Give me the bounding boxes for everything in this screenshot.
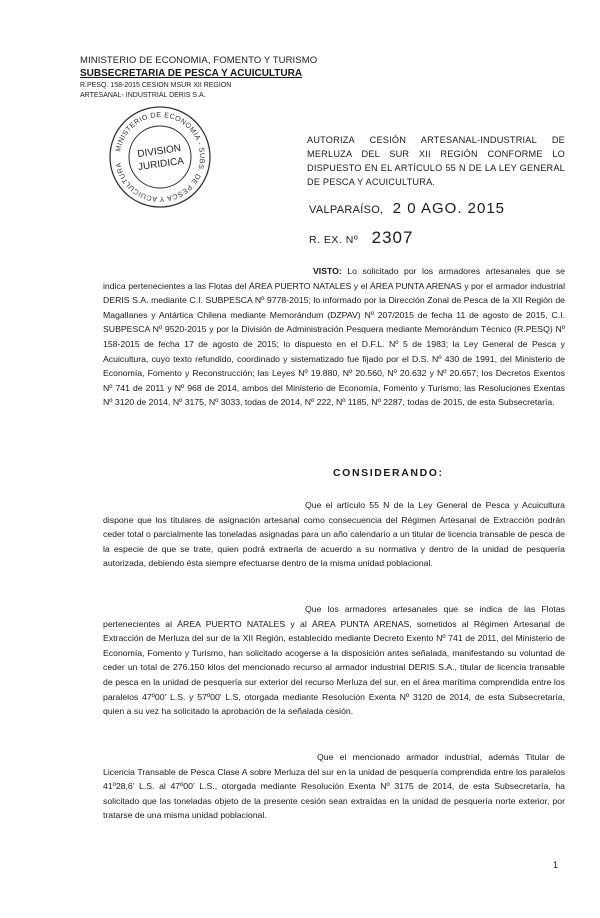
rex-number: 2307 [371, 228, 414, 247]
ministry-name: MINISTERIO DE ECONOMIA, FOMENTO Y TURISMO [80, 55, 318, 66]
resolution-date: 2 0 AGO. 2015 [392, 200, 506, 217]
considerando-paragraph-2: Que los armadores artesanales que se indica de las Flotas pertenecientes al ÁREA PUERTO NATALES y al ÁREA PUNTA ARENAS, sometidos al Régimen Artesanal de Extracción de Merluza del sur de la XII Región, establecido mediante Decreto Exento Nº 741 de 2011, del Ministerio de Economía, Fomento y Turismo, han solicitado acogerse a la disposición antes señalada, manifestando su voluntad de ceder un total de 276.150 kilos del mencionado recurso al armador industrial DERIS S.A., titular de licencia transable de pesca en la unidad de pesquería sur exterior del recurso Merluza del sur, en el área marítima comprendida entre los paralelos 47º00' L.S. y 57º00' L.S, otorgada mediante Resolución Exenta Nº 3120 de 2014, de esta Subsecretaría, quien a su vez ha solicitado la aprobación de la señalada cesión. [103, 604, 565, 717]
reference-line-2: ARTESANAL- INDUSTRIAL DERIS S.A. [80, 92, 206, 99]
stamp-ring-text: MINISTERIO DE ECONOMIA - SUBS. DE PESCA Y ACUICULTURA [113, 109, 208, 205]
division-juridica-stamp [107, 104, 213, 210]
considerando-paragraph-3: Que el mencionado armador industrial, además Titular de Licencia Transable de Pesca Clase A sobre Merluza del sur en la unidad de pesquería comprendida entre los paralelos 41º28,6' L.S. al 47º00' L.S., otorgada mediante Resolución Exenta Nº 3175 de 2014, de esta Subsecretaría, ha solicitado que las toneladas objeto de la presente cesión sean extraídas en la unidad de pesquería norte exterior, por tratarse de una misma unidad poblacional. [103, 752, 565, 821]
letterhead [80, 54, 320, 101]
visto-paragraph [103, 264, 565, 410]
page-number: 1 [553, 860, 559, 870]
considerando-paragraph-1: Que el artículo 55 N de la Ley General de Pesca y Acuicultura dispone que los titulares de asignación artesanal como consecuencia del Régimen Artesanal de Extracción podrán ceder total o parcialmente las toneladas asignadas para un año calendario a un titular de licencia transable de pesca de la especie de que se trate, quien podrá extraerla de acuerdo a su normativa y dentro de la unidad de pesquería autorizada, debiendo ésta siempre efectuarse dentro de la misma unidad poblacional. [103, 500, 565, 569]
reference-line-1: R.PESQ. 158-2015 CESION MSUR XII REGION [80, 82, 232, 89]
visto-heading: VISTO: [313, 266, 342, 276]
resolution-number [309, 228, 413, 248]
place-label: VALPARAÍSO, [309, 204, 384, 216]
svg-text:MINISTERIO DE ECONOMIA - SUBS. [113, 110, 207, 204]
visto-text: Lo solicitado por los armadores artesanales que se indica pertenecientes a las Flotas del ÁREA PUERTO NATALES y el ÁREA PUNTA ARENAS y por el armador industrial DERIS S.A. mediante C.I. SUBPESCA Nº 9778-2015; lo informado por la Dirección Zonal de Pesca de la XII Región de Magallanes y Antártica Chilena mediante Memorándum (DZPAV) Nº 207/2015 de fecha 11 de agosto de 2015, C.I. SUBPESCA Nº 9520-2015 y por la División de Administración Pesquera mediante Memorándum Técnico (R.PESQ) Nº 158-2015 de fecha 17 de agosto de 2015; lo dispuesto en el D.F.L. Nº 5 de 1983; la Ley General de Pesca y Acuicultura, cuyo texto refundido, coordinado y sistematizado fue fijado por el D.S. Nº 430 de 1991, del Ministerio de Economía, Fomento y Reconstrucción; las Leyes Nº 19.880, Nº 20.560, Nº 20.632 y Nº 20.657; los Decretos Exentos Nº 741 de 2011 y Nº 968 de 2014, ambos del Ministerio de Economía, Fomento y Turismo; las Resoluciones Exentas Nº 3120 de 2014, Nº 3175, Nº 3033, todas de 2014, Nº 222, Nº 1185, Nº 2287, todas de 2015, de esta Subsecretaría. [103, 266, 565, 408]
rex-label: R. EX. Nº [309, 234, 359, 246]
subsecretaria-name: SUBSECRETARIA DE PESCA Y ACUICULTURA [80, 68, 303, 79]
considerando-heading: CONSIDERANDO: [333, 467, 444, 479]
resolution-summary: AUTORIZA CESIÓN ARTESANAL-INDUSTRIAL DE MERLUZA DEL SUR XII REGIÓN CONFORME LO DISPUESTO EN EL ARTÍCULO 55 N DE LA LEY GENERAL DE PESCA Y ACUICULTURA. [307, 135, 565, 187]
place-date [309, 200, 505, 217]
stamp-center-line-2: JURIDICA [137, 155, 185, 174]
stamp-center-line-1: DIVISION [136, 143, 182, 161]
